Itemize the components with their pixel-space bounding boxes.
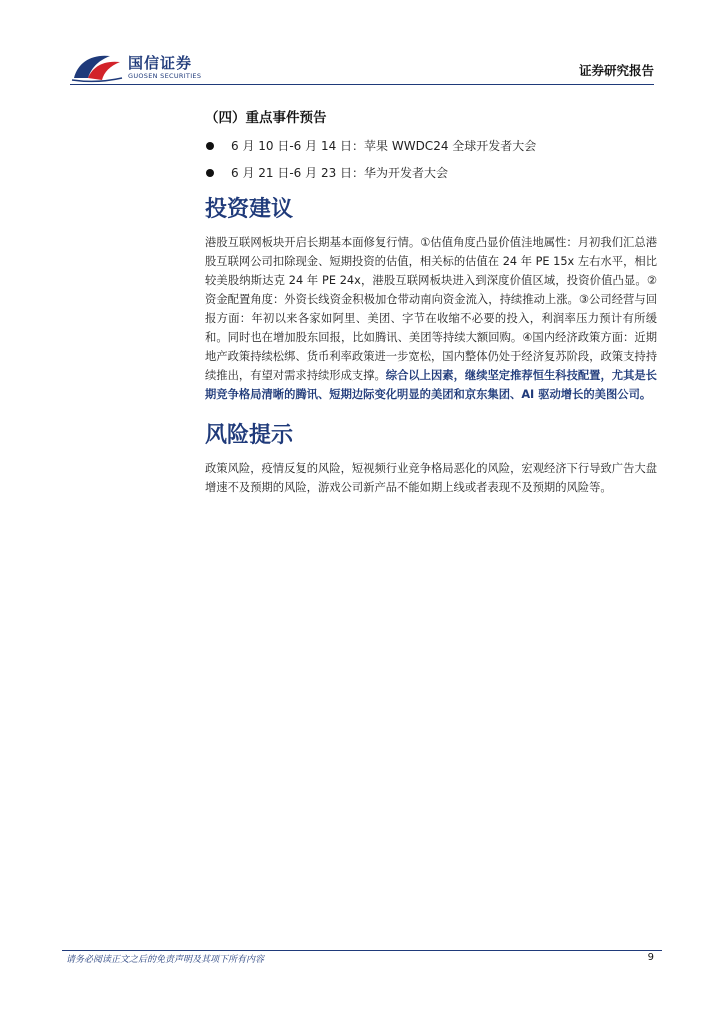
page-number: 9 [647, 952, 654, 963]
bullet-icon [206, 142, 214, 150]
footer-divider [62, 950, 662, 951]
events-heading: （四）重点事件预告 [205, 110, 327, 126]
guosen-logo-icon [70, 52, 124, 84]
investment-text: 港股互联网板块开启长期基本面修复行情。①估值角度凸显价值洼地属性：月初我们汇总港股互联网公司扣除现金、短期投资的估值，相关标的估值在 24 年 PE 15x 左右水平，相比较美股纳斯达克 24 年 PE 24x，港股互联网板块进入到深度价值区域，投资价值凸显。②资金配置角度：外资长线资金积极加仓带动南向资金流入，持续推动上涨。③公司经营与回报方面：年初以来各家如阿里、美团、字节在收缩不必要的投入，利润率压力预计有所缓和。同时也在增加股东回报，比如腾讯、美团等持续大额回购。④国内经济政策方面：近期地产政策持续松绑、货币利率政策进一步宽松，国内整体仍处于经济复苏阶段，政策支持持续推出，有望对需求持续形成支撑。 [205, 236, 657, 382]
event-text: 6 月 10 日-6 月 14 日：苹果 WWDC24 全球开发者大会 [231, 139, 537, 153]
company-logo [70, 50, 210, 86]
bullet-icon [206, 169, 214, 177]
page-header [0, 0, 724, 90]
logo-chinese-name: 国信证券 [128, 54, 193, 72]
logo-english-name: GUOSEN SECURITIES [128, 72, 202, 80]
report-type-label: 证券研究报告 [578, 63, 654, 78]
investment-highlight: 综合以上因素，继续坚定推荐恒生科技配置，尤其是长期竞争格局清晰的腾讯、短期边际变化明显的美团和京东集团、AI 驱动增长的美图公司。 [205, 369, 657, 401]
risk-paragraph: 政策风险，疫情反复的风险，短视频行业竞争格局恶化的风险，宏观经济下行导致广告大盘增速不及预期的风险，游戏公司新产品不能如期上线或者表现不及预期的风险等。 [205, 462, 657, 494]
disclaimer-note: 请务必阅读正文之后的免责声明及其项下所有内容 [66, 955, 265, 965]
event-item [205, 165, 657, 181]
header-divider [70, 84, 654, 85]
event-text: 6 月 21 日-6 月 23 日：华为开发者大会 [231, 166, 449, 180]
main-content [205, 100, 657, 497]
investment-paragraph [205, 233, 657, 404]
investment-title: 投资建议 [205, 197, 294, 222]
risk-title: 风险提示 [205, 423, 294, 448]
event-item [205, 138, 657, 154]
